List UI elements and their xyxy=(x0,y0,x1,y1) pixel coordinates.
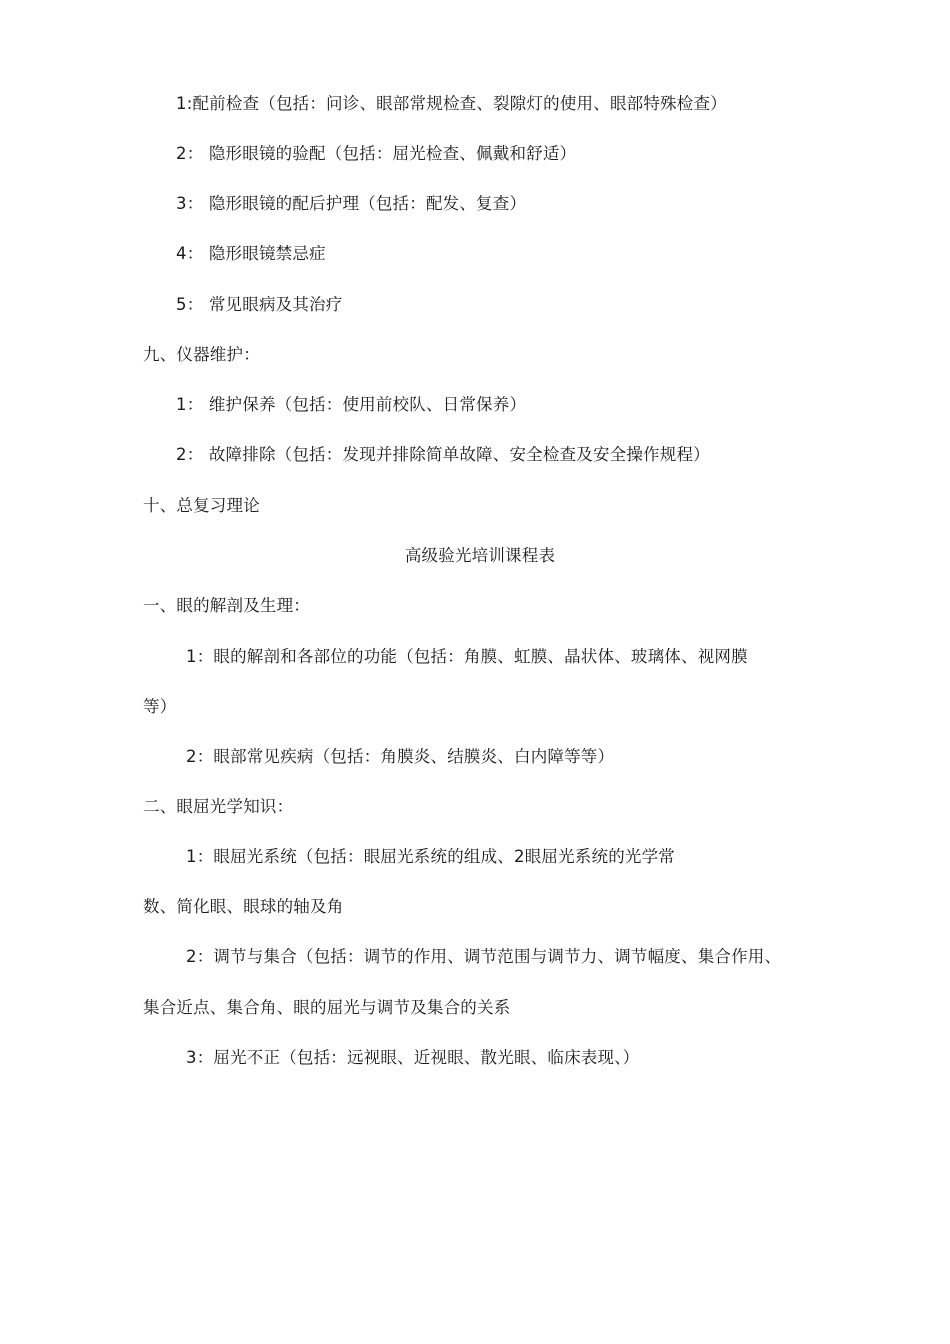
section-heading-anatomy: 一、眼的解剖及生理： xyxy=(143,596,310,615)
item-maintenance: 1： 维护保养（包括：使用前校队、日常保养） xyxy=(176,395,527,414)
section-heading-review: 十、总复习理论 xyxy=(143,496,260,515)
item-troubleshooting: 2： 故障排除（包括：发现并排除简单故障、安全检查及安全操作规程） xyxy=(176,445,710,464)
item-contact-lens-fitting: 2： 隐形眼镜的验配（包括：屈光检查、佩戴和舒适） xyxy=(176,144,577,163)
item-refractive-system-continued: 数、简化眼、眼球的轴及角 xyxy=(143,897,344,916)
section-heading-instrument-maintenance: 九、仪器维护： xyxy=(143,345,260,364)
item-pre-fitting-exam: 1:配前检查（包括：问诊、眼部常规检查、裂隙灯的使用、眼部特殊检查） xyxy=(176,94,727,113)
item-accommodation-convergence: 2：调节与集合（包括：调节的作用、调节范围与调节力、调节幅度、集合作用、 xyxy=(186,947,782,966)
item-eye-anatomy-continued: 等） xyxy=(143,697,177,716)
section-heading-refraction: 二、眼屈光学知识： xyxy=(143,797,294,816)
item-contraindications: 4： 隐形眼镜禁忌症 xyxy=(176,244,326,263)
item-post-fitting-care: 3： 隐形眼镜的配后护理（包括：配发、复查） xyxy=(176,194,527,213)
item-refractive-system: 1：眼屈光系统（包括：眼屈光系统的组成、2眼屈光系统的光学常 xyxy=(186,847,675,866)
item-common-eye-diseases-2: 2：眼部常见疾病（包括：角膜炎、结膜炎、白内障等等） xyxy=(186,747,615,766)
item-common-eye-diseases: 5： 常见眼病及其治疗 xyxy=(176,295,343,314)
item-refractive-error: 3：屈光不正（包括：远视眼、近视眼、散光眼、临床表现、） xyxy=(186,1048,640,1067)
item-accommodation-convergence-continued: 集合近点、集合角、眼的屈光与调节及集合的关系 xyxy=(143,998,511,1017)
page-title: 高级验光培训课程表 xyxy=(404,546,556,565)
item-eye-anatomy: 1：眼的解剖和各部位的功能（包括：角膜、虹膜、晶状体、玻璃体、视网膜 xyxy=(186,647,748,666)
